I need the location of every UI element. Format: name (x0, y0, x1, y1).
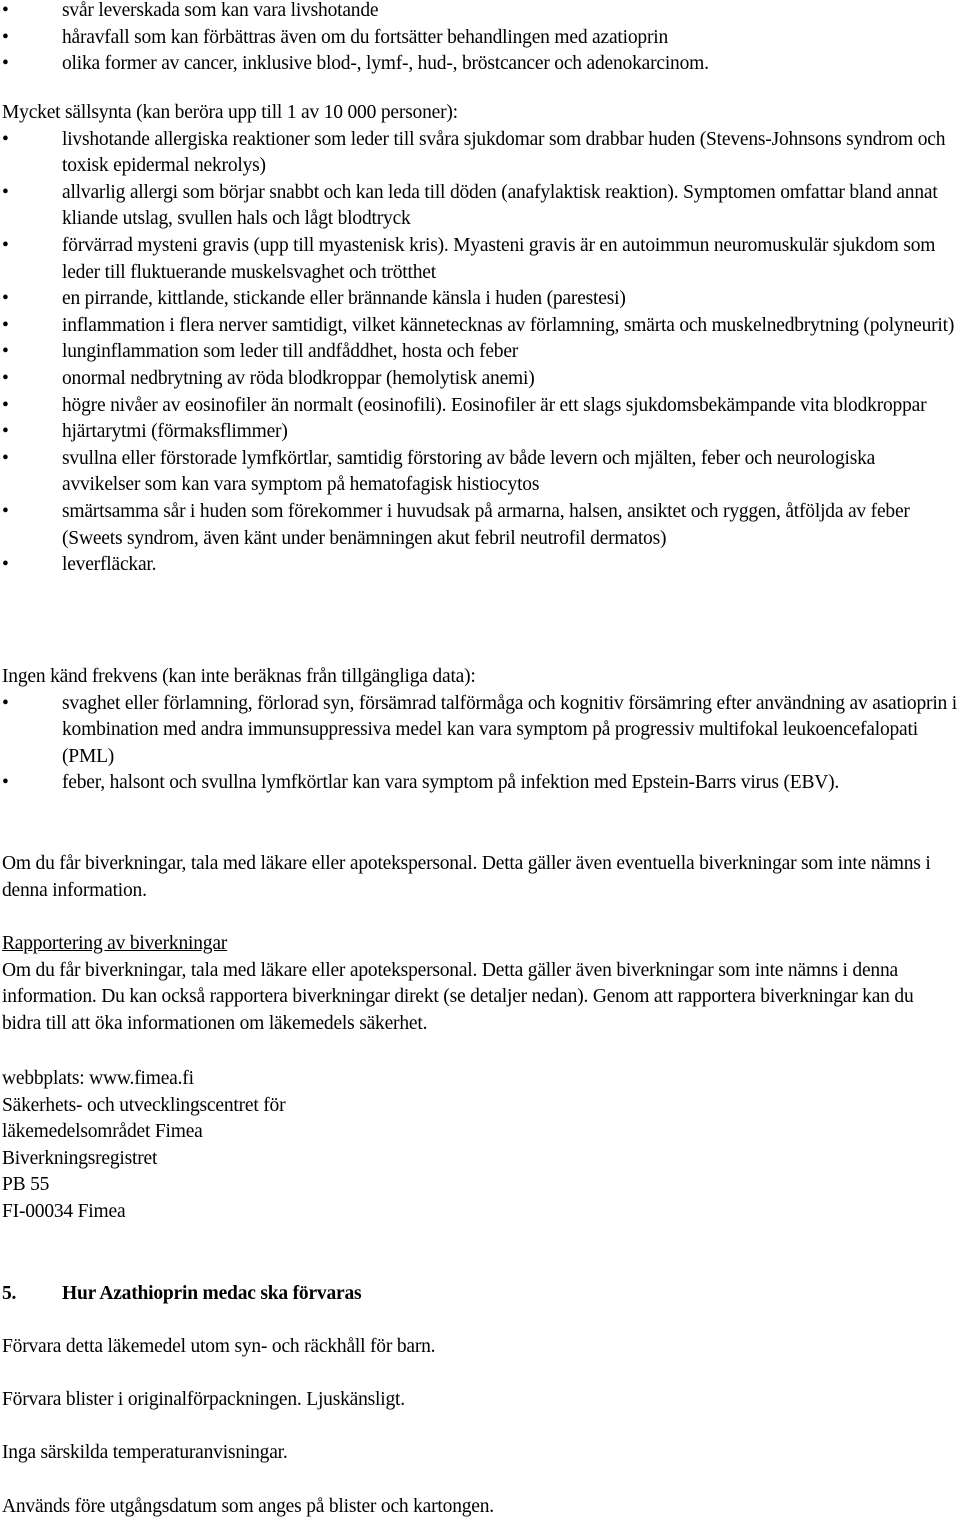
bullet: • (2, 500, 9, 522)
list-item-text: förvärrad mysteni gravis (upp till myastenisk kris). Myasteni gravis är en autoimmun neuromuskulär sjukdom som leder till fluktuerande muskelsvaghet och trötthet (62, 234, 936, 283)
list-item (2, 127, 957, 180)
side-effects-note-text: Om du får biverkningar, tala med läkare eller apotekspersonal. Detta gäller även eventuella biverkningar som inte nämns i denna information. (2, 853, 931, 901)
list-item (2, 0, 957, 25)
list-item-text: livshotande allergiska reaktioner som leder till svåra sjukdomar som drabbar huden (Stevens-Johnsons syndrom och toxisk epidermal nekrolys) (62, 128, 946, 177)
top-bullet-list (2, 0, 957, 78)
list-item-text: allvarlig allergi som börjar snabbt och kan leda till döden (anafylaktisk reaktion). Symptomen omfattar bland annat kliande utslag, svullen hals och lågt blodtryck (62, 181, 938, 230)
bullet: • (2, 53, 9, 75)
storage-paragraph (2, 1387, 957, 1414)
list-item (2, 770, 957, 797)
contact-website: webbplats: www.fimea.fi (2, 1068, 194, 1089)
very-rare-section (2, 100, 957, 579)
list-item (2, 286, 957, 313)
list-item (2, 233, 957, 286)
contact-line: Biverkningsregistret (2, 1147, 158, 1169)
list-item-text: håravfall som kan förbättras även om du fortsätter behandlingen med azatioprin (62, 26, 669, 48)
storage-text: Inga särskilda temperaturanvisningar. (2, 1442, 288, 1463)
bullet: • (2, 394, 9, 416)
unknown-frequency-intro: Ingen känd frekvens (kan inte beräknas från tillgängliga data): (2, 666, 476, 687)
bullet: • (2, 367, 9, 389)
list-item-text: feber, halsont och svullna lymfkörtlar kan vara symptom på infektion med Epstein-Barrs virus (EBV). (62, 772, 840, 794)
contact-line: läkemedelsområdet Fimea (2, 1121, 203, 1143)
reporting-text: Om du får biverkningar, tala med läkare eller apotekspersonal. Detta gäller även biverkningar som inte nämns i denna information. Du kan också rapportera biverkningar direkt (se detaljer nedan). Genom att rapportera biverkningar kan du bidra till att öka informationen om läkemedels säkerhet. (2, 959, 914, 1034)
list-item-text: lunginflammation som leder till andfåddhet, hosta och feber (62, 341, 519, 363)
contact-line: PB 55 (2, 1174, 50, 1196)
list-item-text: onormal nedbrytning av röda blodkroppar (hemolytisk anemi) (62, 367, 535, 389)
storage-paragraph (2, 1334, 957, 1361)
list-item (2, 313, 957, 340)
storage-paragraph (2, 1494, 957, 1521)
storage-paragraph (2, 1440, 957, 1467)
bullet: • (2, 692, 9, 714)
list-item (2, 339, 957, 366)
bullet: • (2, 26, 9, 48)
bullet: • (2, 554, 9, 576)
storage-text: Förvara detta läkemedel utom syn- och räckhåll för barn. (2, 1336, 436, 1357)
list-item-text: olika former av cancer, inklusive blod-, lymf-, hud-, bröstcancer och adenokarcinom. (62, 53, 709, 75)
list-item (2, 552, 957, 579)
list-item-text: hjärtarytmi (förmaksflimmer) (62, 421, 288, 443)
unknown-frequency-section (2, 664, 957, 797)
list-item-text: smärtsamma sår i huden som förekommer i huvudsak på armarna, halsen, ansiktet och ryggen, åtföljda av feber (Sweets syndrom, även känt under benämningen akut febril neutrofil dermatos) (62, 500, 910, 549)
bullet: • (2, 772, 9, 794)
bullet: • (2, 421, 9, 443)
list-item (2, 366, 957, 393)
section-number: 5. (2, 1283, 17, 1304)
list-item (2, 691, 957, 771)
section-title: Hur Azathioprin medac ska förvaras (62, 1283, 362, 1304)
bullet: • (2, 128, 9, 150)
contact-line: FI-00034 Fimea (2, 1200, 126, 1222)
list-item (2, 180, 957, 233)
list-item-text: svullna eller förstorade lymfkörtlar, samtidig förstoring av både levern och mjälten, feber och neurologiska avvikelser som kan vara symptom på hematofagisk histiocytos (62, 447, 876, 496)
side-effects-note (2, 851, 957, 904)
list-item (2, 25, 957, 52)
bullet: • (2, 447, 9, 469)
reporting-contact (2, 1066, 957, 1226)
bullet: • (2, 0, 9, 21)
list-item (2, 446, 957, 499)
bullet: • (2, 341, 9, 363)
reporting-section (2, 931, 957, 1037)
list-item (2, 393, 957, 420)
bullet: • (2, 181, 9, 203)
list-item (2, 419, 957, 446)
bullet: • (2, 314, 9, 336)
storage-text: Förvara blister i originalförpackningen. Ljuskänsligt. (2, 1389, 405, 1410)
reporting-title: Rapportering av biverkningar (2, 933, 228, 954)
section-5-heading (2, 1281, 957, 1308)
list-item-text: en pirrande, kittlande, stickande eller brännande känsla i huden (parestesi) (62, 288, 626, 310)
list-item-text: högre nivåer av eosinofiler än normalt (eosinofili). Eosinofiler är ett slags sjukdomsbekämpande vita blodkroppar (62, 394, 927, 416)
storage-text: Används före utgångsdatum som anges på blister och kartongen. (2, 1496, 494, 1517)
list-item-text: svår leverskada som kan vara livshotande (62, 0, 379, 21)
contact-line: Säkerhets- och utvecklingscentret för (2, 1094, 286, 1116)
list-item (2, 51, 957, 78)
list-item-text: svaghet eller förlamning, förlorad syn, försämrad talförmåga och kognitiv försämring efter användning av asatioprin i kombination med andra immunsuppressiva medel kan vara symptom på progressiv multifokal leukoencefalopati (PML) (62, 692, 957, 767)
list-item-text: inflammation i flera nerver samtidigt, vilket kännetecknas av förlamning, smärta och muskelnedbrytning (polyneurit) (62, 314, 955, 336)
list-item-text: leverfläckar. (62, 554, 157, 576)
bullet: • (2, 234, 9, 256)
very-rare-intro: Mycket sällsynta (kan beröra upp till 1 av 10 000 personer): (2, 102, 458, 123)
list-item (2, 499, 957, 552)
bullet: • (2, 288, 9, 310)
